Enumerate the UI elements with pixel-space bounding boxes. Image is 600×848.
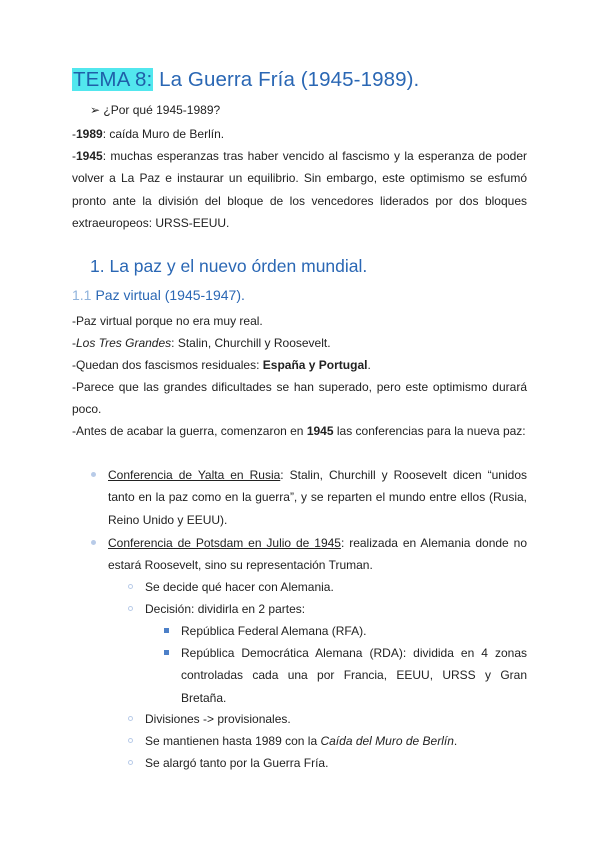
para-conferencias: -Antes de acabar la guerra, comenzaron en 1945 las conferencias para la nueva paz: (72, 424, 526, 438)
potsdam-link: Conferencia de Potsdam en Julio de 1945 (108, 536, 341, 550)
sub-divisiones: Divisiones -> provisionales. (145, 712, 291, 726)
intro-1945: -1945: muchas esperanzas tras haber vencido al fascismo y la esperanza de poder volver a La Paz e instaurar un equilibrio. Sin embargo, este optimismo se esfumó pronto ante la división del bloque de los vencedores liderados por dos bloques extraeuropeos: URSS-EEUU. (72, 149, 527, 231)
arrow-bullet-icon: ➢ (90, 103, 101, 117)
title-highlight: TEMA 8: (73, 68, 153, 91)
sub-alargo: Se alargó tanto por la Guerra Fría. (145, 756, 329, 770)
circle-bullet-icon (128, 760, 133, 765)
page-title (72, 68, 419, 92)
sub-decision: Decisión: dividirla en 2 partes: (145, 602, 306, 616)
subsub-rfa: República Federal Alemana (RFA). (181, 624, 367, 638)
bullet-yalta: Conferencia de Yalta en Rusia: Stalin, Churchill y Roosevelt dicen “unidos tanto en la paz como en la guerra”, y se reparten el mundo entre ellos (Rusia, Reino Unido y EEUU). (108, 468, 527, 527)
circle-bullet-icon (128, 584, 133, 589)
section-heading-1: 1. La paz y el nuevo órden mundial. (90, 256, 368, 276)
bullet-potsdam: Conferencia de Potsdam en Julio de 1945: realizada en Alemania donde no estará Roosevelt, sino su representación Truman. (108, 536, 527, 573)
square-bullet-icon (164, 628, 169, 633)
para-paz-virtual: -Paz virtual porque no era muy real. (72, 314, 263, 328)
para-tres-grandes: -Los Tres Grandes: Stalin, Churchill y Roosevelt. (72, 336, 331, 350)
section-heading-1-1: 1.1 Paz virtual (1945-1947). (72, 287, 245, 303)
yalta-link: Conferencia de Yalta en Rusia (108, 468, 281, 482)
para-dificultades: -Parece que las grandes dificultades se han superado, pero este optimismo durará poco. (72, 380, 527, 417)
bullet-dot-icon (91, 540, 96, 545)
circle-bullet-icon (128, 716, 133, 721)
sub-alemania: Se decide qué hacer con Alemania. (145, 580, 334, 594)
why-text: ¿Por qué 1945-1989? (103, 103, 221, 117)
intro-1989: -1989: caída Muro de Berlín. (72, 127, 225, 141)
bullet-dot-icon (91, 472, 96, 477)
square-bullet-icon (164, 650, 169, 655)
para-fascismos: -Quedan dos fascismos residuales: España y Portugal. (72, 358, 371, 372)
circle-bullet-icon (128, 606, 133, 611)
title-text: La Guerra Fría (1945-1989). (153, 68, 420, 91)
circle-bullet-icon (128, 738, 133, 743)
why-line (90, 99, 220, 121)
sub-mantienen: Se mantienen hasta 1989 con la Caída del Muro de Berlín. (145, 734, 458, 748)
subsub-rda: República Democrática Alemana (RDA): dividida en 4 zonas controladas cada una por Francia, EEUU, URSS y Gran Bretaña. (181, 646, 527, 705)
